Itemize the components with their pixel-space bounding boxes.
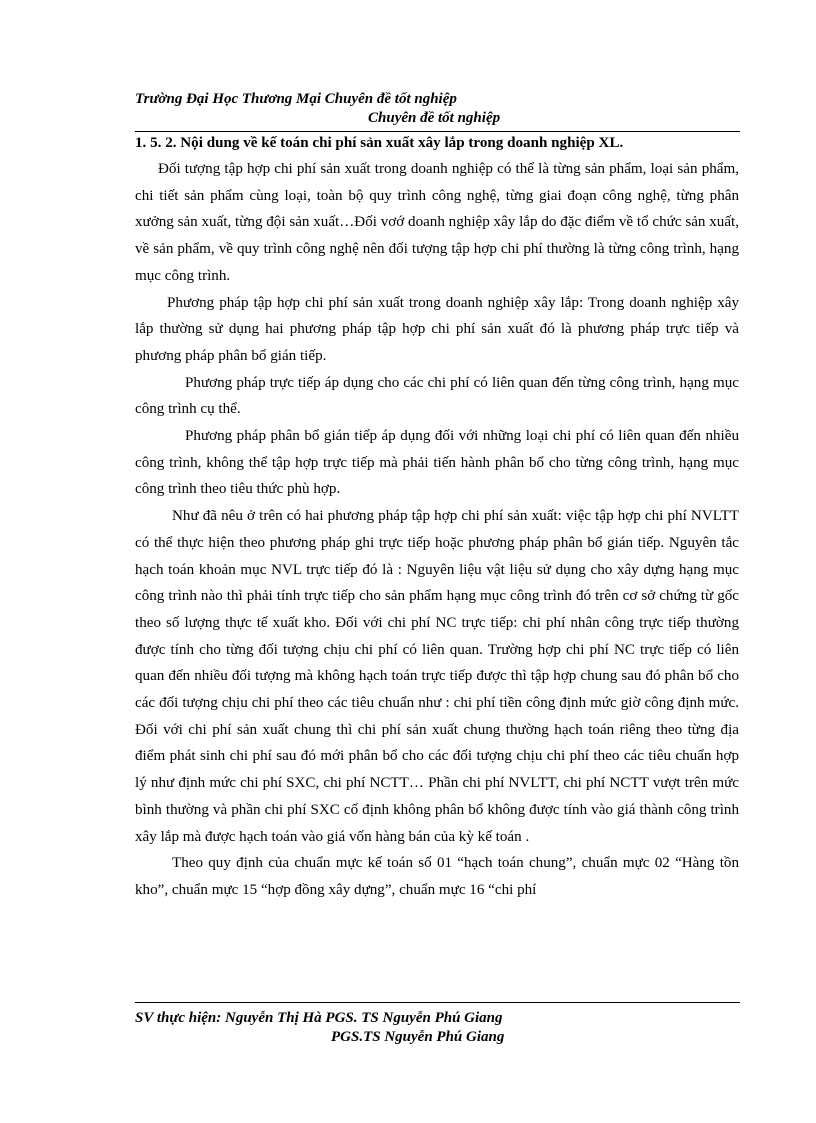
- paragraph-4: Phương pháp phân bổ gián tiếp áp dụng đối với những loại chi phí có liên quan đến nhiều công trình, không thể tập hợp trực tiếp mà phải tiến hành phân bổ cho từng công trình, hạng mục công trình theo tiêu thức phù hợp.: [135, 428, 739, 498]
- paragraph-6: Theo quy định của chuẩn mực kế toán số 01 “hạch toán chung”, chuẩn mực 02 “Hàng tồn kho”, chuẩn mực 15 “hợp đồng xây dựng”, chuẩn mực 16 “chi phí: [135, 855, 739, 898]
- document-body: [135, 131, 739, 904]
- paragraph-5: Như đã nêu ở trên có hai phương pháp tập hợp chi phí sản xuất: việc tập hợp chi phí NVLTT có thể thực hiện theo phương pháp ghi trực tiếp hoặc phương pháp phân bổ gián tiếp. Nguyên tắc hạch toán khoản mục NVL trực tiếp đó là : Nguyên liệu vật liệu sử dụng cho xây dựng hạng mục công trình nào thì phải tính trực tiếp cho sản phẩm hạng mục công trình đó trên cơ sở chứng từ gốc theo số lượng thực tế xuất kho. Đối với chi phí NC trực tiếp: chi phí nhân công trực tiếp thường được tính cho từng đối tượng chịu chi phí có liên quan. Trường hợp chi phí NC trực tiếp có liên quan đến nhiều đối tượng mà không hạch toán trực tiếp được thì tập hợp chung sau đó phân bổ cho các đối tượng chịu chi phí theo các tiêu chuẩn như : chi phí tiền công định mức giờ công định mức. Đối với chi phí sản xuất chung thì chi phí sản xuất chung thường hạch toán riêng theo từng địa điểm phát sinh chi phí sau đó mới phân bổ cho các đối tượng chịu chi phí theo các tiêu chuẩn hợp lý như định mức chi phí SXC, chi phí NCTT… Phần chi phí NVLTT, chi phí NCTT vượt trên mức bình thường và phần chi phí SXC cố định không phân bổ không được tính vào giá thành công trình xây lắp mà được hạch toán vào giá vốn hàng bán của kỳ kế toán .: [135, 508, 739, 845]
- footer-rule: [135, 1002, 740, 1003]
- header-line-1: Trường Đại Học Thương Mại Chuyên đề tốt nghiệp: [135, 91, 457, 107]
- paragraph-3: Phương pháp trực tiếp áp dụng cho các chi phí có liên quan đến từng công trình, hạng mục công trình cụ thể.: [135, 374, 739, 418]
- page-footer: [135, 1009, 740, 1047]
- footer-line-1: SV thực hiện: Nguyễn Thị Hà PGS. TS Nguyễn Phú Giang: [135, 1010, 503, 1026]
- paragraph-2: Phương pháp tập hợp chi phí sản xuất trong doanh nghiệp xây lắp: Trong doanh nghiệp xây lắp thường sử dụng hai phương pháp tập hợp chi phí sản xuất đó là phương pháp trực tiếp và phương pháp phân bổ gián tiếp.: [135, 294, 739, 364]
- section-title: 1. 5. 2. Nội dung về kế toán chi phí sản xuất xây lắp trong doanh nghiệp XL.: [135, 135, 624, 151]
- footer-line-2: PGS.TS Nguyễn Phú Giang: [331, 1029, 505, 1045]
- paragraph-1: Đối tượng tập hợp chi phí sản xuất trong doanh nghiệp có thể là từng sản phẩm, loại sản phẩm, chi tiết sản phẩm cùng loại, toàn bộ quy trình công nghệ, từng giai đoạn công nghệ, từng phân xưởng sản xuất, từng đội sản xuất…Đối vơớ doanh nghiệp xây lắp do đặc điểm về tổ chức sản xuất, về sản phẩm, về quy trình công nghệ nên đối tượng tập hợp chi phí thường là từng công trình, hạng mục công trình.: [135, 161, 739, 284]
- page-header: [135, 90, 740, 128]
- header-line-2: Chuyên đề tốt nghiệp: [368, 110, 501, 126]
